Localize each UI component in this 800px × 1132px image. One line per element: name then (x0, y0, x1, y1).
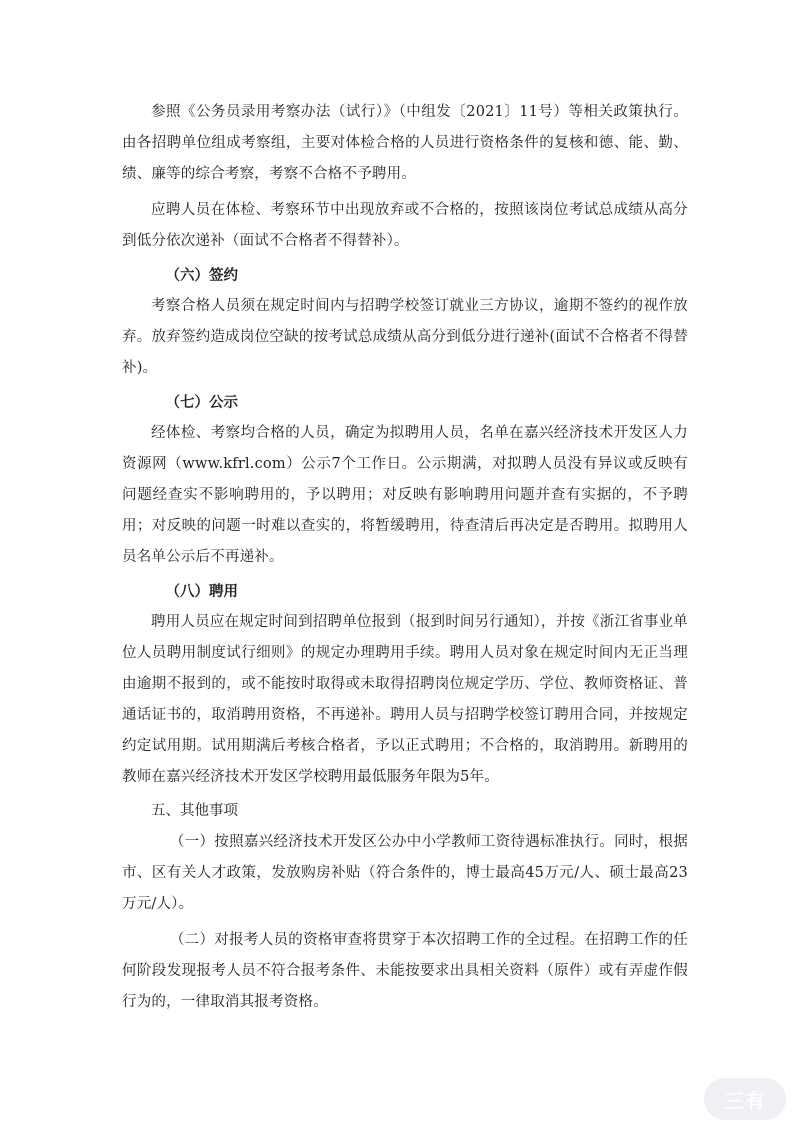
paragraph-replacement-rule: 应聘人员在体检、考察环节中出现放弃或不合格的，按照该岗位考试总成绩从高分到低分依次递补（面试不合格者不得替补）。 (122, 202, 688, 249)
section-heading-publicity: （七）公示 (165, 394, 238, 411)
section-heading-employment: （八）聘用 (165, 583, 238, 600)
paragraph-inspection-policy: 参照《公务员录用考察办法（试行）》（中组发〔2021〕11号）等相关政策执行。由各招聘单位组成考察组，主要对体检合格的人员进行资格条件的复核和德、能、勤、绩、廉等的综合考察，考察不合格不予聘用。 (122, 104, 688, 182)
paragraph-qualification-review: （二）对报考人员的资格审查将贯穿于本次招聘工作的全过程。在招聘工作的任何阶段发现报考人员不符合报考条件、未能按要求出具相关资料（原件）或有弄虚作假行为的，一律取消其报考资格。 (122, 932, 688, 1010)
watermark-logo-text: 三有 (724, 1088, 766, 1113)
document-body (122, 97, 688, 1018)
paragraph-salary-subsidy: （一）按照嘉兴经济技术开发区公办中小学教师工资待遇标准执行。同时，根据市、区有关人才政策，发放购房补贴（符合条件的，博士最高45万元/人、硕士最高23万元/人）。 (122, 834, 688, 912)
paragraph-signing: 考察合格人员须在规定时间内与招聘学校签订就业三方协议，逾期不签约的视作放弃。放弃签约造成岗位空缺的按考试总成绩从高分到低分进行递补(面试不合格者不得替补)。 (122, 298, 688, 376)
section-heading-signing: （六）签约 (165, 267, 238, 284)
app-watermark-badge (704, 1078, 786, 1120)
paragraph-employment: 聘用人员应在规定时间到招聘单位报到（报到时间另行通知），并按《浙江省事业单位人员聘用制度试行细则》的规定办理聘用手续。聘用人员对象在规定时间内无正当理由逾期不报到的，或不能按时取得或未取得招聘岗位规定学历、学位、教师资格证、普通话证书的，取消聘用资格，不再递补。聘用人员与招聘学校签订聘用合同，并按规定约定试用期。试用期满后考核合格者，予以正式聘用；不合格的，取消聘用。新聘用的教师在嘉兴经济技术开发区学校聘用最低服务年限为5年。 (122, 614, 688, 785)
section-heading-other-matters: 五、其他事项 (151, 803, 238, 819)
paragraph-publicity: 经体检、考察均合格的人员，确定为拟聘用人员，名单在嘉兴经济技术开发区人力资源网（www.kfrl.com）公示7个工作日。公示期满，对拟聘人员没有异议或反映有问题经查实不影响聘用的，予以聘用；对反映有影响聘用问题并查有实据的，不予聘用；对反映的问题一时难以查实的，将暂缓聘用，待查清后再决定是否聘用。拟聘用人员名单公示后不再递补。 (122, 425, 688, 565)
